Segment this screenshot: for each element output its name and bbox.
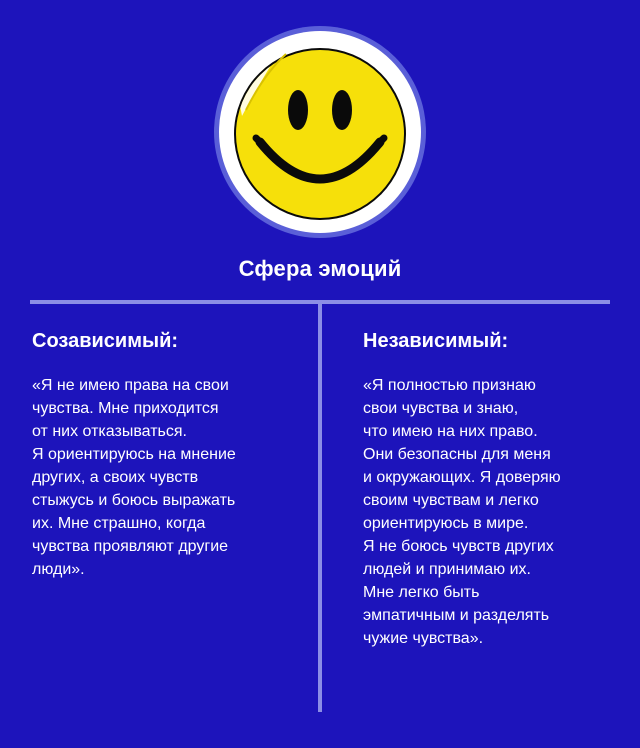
text-line: своим чувствам и легко xyxy=(363,492,539,509)
text-line: «Я полностью признаю xyxy=(363,377,536,394)
text-line: стыжусь и боюсь выражать xyxy=(32,492,236,509)
text-line: свои чувства и знаю, xyxy=(363,400,519,417)
text-line: людей и принимаю их. xyxy=(363,561,531,578)
text-line: люди». xyxy=(32,561,85,578)
independent-text xyxy=(363,374,613,650)
text-line: ориентируюсь в мире. xyxy=(363,515,529,532)
independent-heading: Независимый: xyxy=(363,330,509,352)
text-line: Мне легко быть xyxy=(363,584,480,601)
text-line: Они безопасны для меня xyxy=(363,446,551,463)
text-line: Я не боюсь чувств других xyxy=(363,538,554,555)
text-line: чувства проявляют другие xyxy=(32,538,229,555)
codependent-text xyxy=(32,374,302,581)
independent-column xyxy=(363,326,613,650)
text-line: эмпатичным и разделять xyxy=(363,607,550,624)
text-line: «Я не имею права на свои xyxy=(32,377,229,394)
smiley-sticker-icon xyxy=(212,24,428,240)
text-line: от них отказываться. xyxy=(32,423,187,440)
text-line: и окружающих. Я доверяю xyxy=(363,469,561,486)
text-line: чувства. Мне приходится xyxy=(32,400,219,417)
page-title: Сфера эмоций xyxy=(238,256,402,281)
text-line: чужие чувства». xyxy=(363,630,484,647)
text-line: других, а своих чувств xyxy=(32,469,199,486)
text-line: что имею на них право. xyxy=(363,423,538,440)
codependent-heading: Созависимый: xyxy=(32,330,179,352)
text-line: Я ориентируюсь на мнение xyxy=(32,446,236,463)
codependent-column xyxy=(32,326,302,581)
vertical-divider xyxy=(318,304,322,712)
text-line: их. Мне страшно, когда xyxy=(32,515,206,532)
